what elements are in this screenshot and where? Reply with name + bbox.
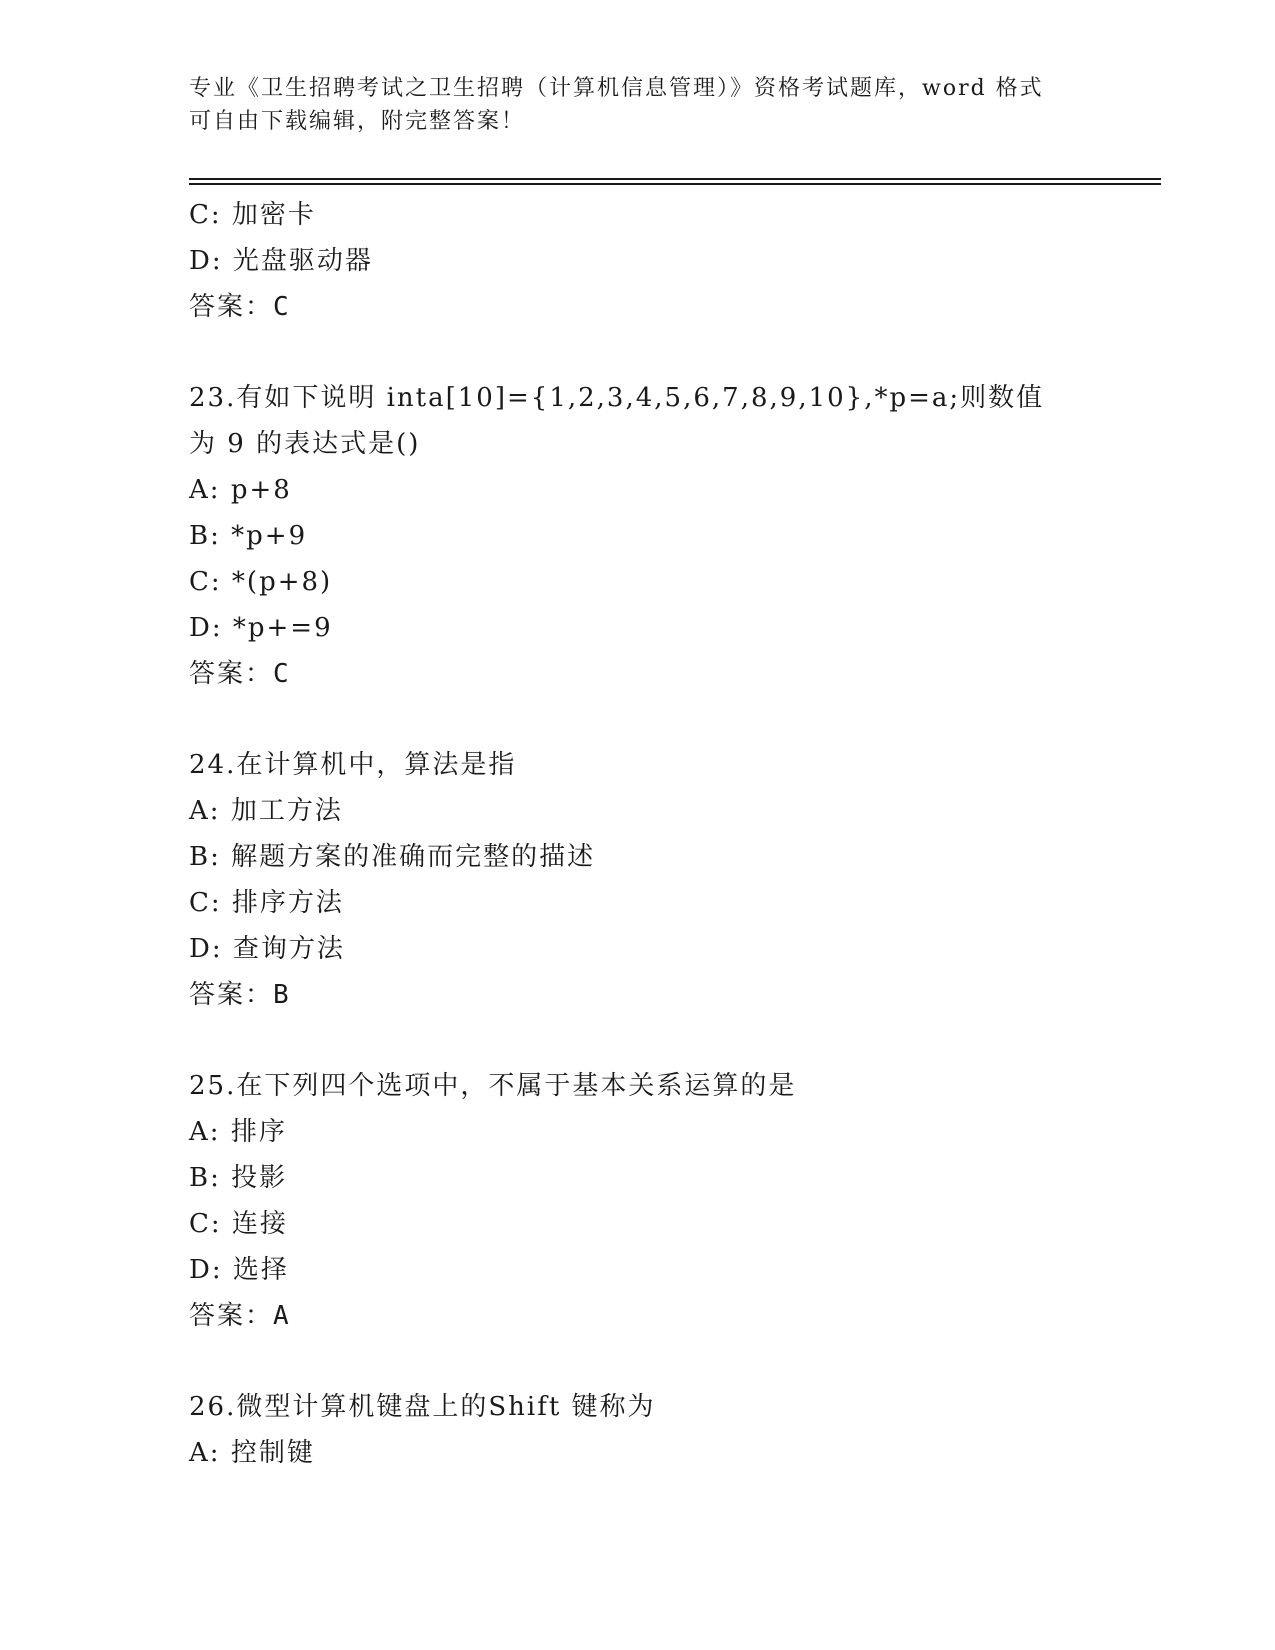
header-rule-bottom <box>189 183 1161 185</box>
question-25 <box>189 1063 1089 1339</box>
option-b: B: 投影 <box>189 1163 288 1193</box>
header-line-2: 可自由下载编辑，附完整答案！ <box>189 109 526 134</box>
option-c: C: 连接 <box>189 1209 288 1239</box>
option-d: D: 查询方法 <box>189 934 345 964</box>
option-b: B: 解题方案的准确而完整的描述 <box>189 842 596 872</box>
option-a: A: p+8 <box>189 475 292 505</box>
option-a: A: 排序 <box>189 1117 287 1147</box>
answer-line: 答案：C <box>189 659 291 689</box>
question-26 <box>189 1384 1089 1476</box>
answer-line: 答案：C <box>189 292 291 322</box>
question-title: 25.在下列四个选项中，不属于基本关系运算的是 <box>189 1071 797 1101</box>
question-title: 23.有如下说明 inta[10]={1,2,3,4,5,6,7,8,9,10},*p=a;则数值为 9 的表达式是() <box>189 383 1045 459</box>
option-d: D: *p+=9 <box>189 613 333 643</box>
option-b: B: *p+9 <box>189 521 308 551</box>
question-title: 24.在计算机中，算法是指 <box>189 750 517 780</box>
answer-value: C <box>273 292 291 322</box>
answer-line: 答案：B <box>189 980 291 1010</box>
header-rule-top <box>189 178 1161 180</box>
answer-value: B <box>273 980 291 1010</box>
question-23 <box>189 375 1089 697</box>
option-a: A: 控制键 <box>189 1438 315 1468</box>
answer-value: A <box>273 1301 291 1331</box>
option-d: D: 光盘驱动器 <box>189 246 373 276</box>
answer-line: 答案：A <box>189 1301 291 1331</box>
question-22-continued <box>189 192 1089 330</box>
document-header <box>189 72 1089 138</box>
option-c: C: *(p+8) <box>189 567 333 597</box>
option-a: A: 加工方法 <box>189 796 343 826</box>
question-title: 26.微型计算机键盘上的Shift 键称为 <box>189 1392 656 1422</box>
option-c: C: 排序方法 <box>189 888 344 918</box>
option-d: D: 选择 <box>189 1255 289 1285</box>
option-c: C: 加密卡 <box>189 200 316 230</box>
answer-value: C <box>273 659 291 689</box>
header-line-1: 专业《卫生招聘考试之卫生招聘（计算机信息管理）》资格考试题库，word 格式 <box>189 76 1044 101</box>
question-list <box>189 192 1089 1476</box>
question-24 <box>189 742 1089 1018</box>
